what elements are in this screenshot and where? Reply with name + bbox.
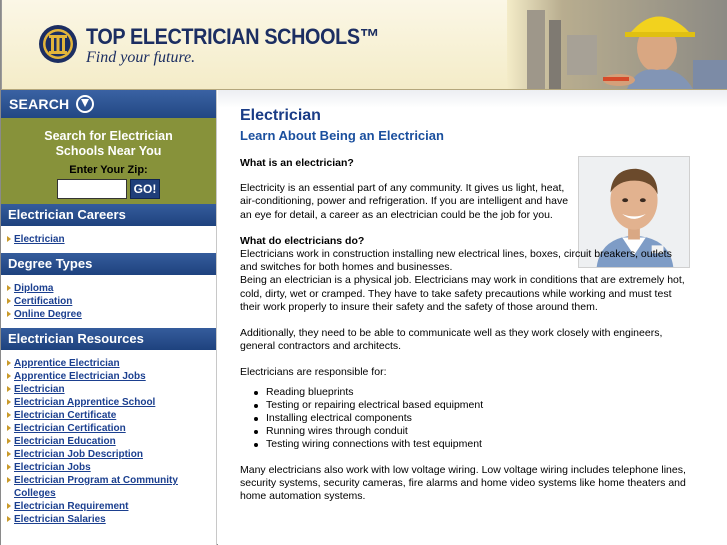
bullet-arrow-icon (7, 425, 11, 431)
list-item (7, 409, 216, 422)
paragraph: Being an electrician is a physical job. Electricians may work in conditions that are extremely hot, cold, dirty, wet or cramped. They have to take safety precautions while working and must test their work properly to insure their safety and the safety of those around them. (240, 274, 685, 313)
list-item (7, 282, 216, 295)
list-item: Reading blueprints (266, 386, 692, 399)
header-electrician-photo (507, 0, 727, 89)
paragraph: Electricity is an essential part of any community. It gives us light, heat, air-conditioning, power and refrigeration. If you are intelligent and have an eye for detail, a career as an electrician could be the job for you. (240, 182, 569, 221)
list-item (7, 461, 216, 474)
question-heading: What do electricians do? (240, 234, 365, 247)
list-item (7, 513, 216, 526)
search-header (1, 90, 216, 118)
search-title-line1: Search for Electrician (44, 129, 173, 143)
bullet-arrow-icon (7, 373, 11, 379)
list-item: Installing electrical components (266, 412, 692, 425)
degrees-list (1, 275, 216, 328)
bullet-arrow-icon (7, 386, 11, 392)
resource-link[interactable]: Electrician Education (14, 436, 116, 447)
list-item-continuation (7, 487, 216, 500)
resource-link[interactable]: Electrician Jobs (14, 462, 91, 473)
search-title-line2: Schools Near You (55, 144, 162, 158)
main-content (218, 90, 727, 545)
search-header-label: SEARCH (9, 96, 70, 112)
list-item (7, 435, 216, 448)
bullet-arrow-icon (7, 477, 11, 483)
bullet-arrow-icon (7, 236, 11, 242)
bullet-arrow-icon (7, 464, 11, 470)
bullet-arrow-icon (7, 451, 11, 457)
article-body (240, 157, 692, 503)
page-title: Electrician (240, 107, 321, 124)
resource-link[interactable]: Electrician Job Description (14, 449, 143, 460)
site-header (1, 0, 727, 90)
list-item (7, 233, 216, 246)
list-item (7, 396, 216, 409)
bullet-arrow-icon (7, 285, 11, 291)
degree-link-certification[interactable]: Certification (14, 296, 73, 307)
bullet-arrow-icon (7, 412, 11, 418)
responsibilities-list (240, 386, 692, 452)
list-item (7, 474, 216, 487)
resources-list (1, 350, 216, 533)
paragraph: Additionally, they need to be able to communicate well as they work closely with engineers, general contractors and architects. (240, 327, 663, 353)
page-subtitle: Learn About Being an Electrician (240, 128, 444, 143)
list-item (7, 448, 216, 461)
careers-list (1, 226, 216, 253)
bullet-arrow-icon (7, 516, 11, 522)
list-item (7, 357, 216, 370)
bullet-arrow-icon (7, 360, 11, 366)
list-item: Testing or repairing electrical based equipment (266, 399, 692, 412)
resources-header: Electrician Resources (1, 328, 216, 350)
resource-link[interactable]: Electrician Apprentice School (14, 397, 156, 408)
bullet-arrow-icon (7, 503, 11, 509)
list-item (7, 500, 216, 513)
arrow-down-circle-icon (76, 95, 94, 113)
paragraph: Many electricians also work with low voltage wiring. Low voltage wiring includes telephone lines, security systems, security cameras, fire alarms and home video systems like home theaters and home automation systems. (240, 463, 686, 503)
resource-link[interactable]: Apprentice Electrician Jobs (14, 371, 146, 382)
resource-link[interactable]: Colleges (14, 488, 56, 499)
go-button[interactable]: GO! (130, 179, 160, 199)
search-box (1, 118, 216, 204)
list-item (7, 370, 216, 383)
list-item (7, 422, 216, 435)
brand[interactable] (86, 24, 412, 67)
list-item (7, 295, 216, 308)
bullet-arrow-icon (7, 311, 11, 317)
bullet-arrow-icon (7, 399, 11, 405)
careers-header: Electrician Careers (1, 204, 216, 226)
careers-link-electrician[interactable]: Electrician (14, 234, 65, 245)
resource-link[interactable]: Electrician Salaries (14, 514, 106, 525)
degree-link-online[interactable]: Online Degree (14, 309, 82, 320)
list-item: Running wires through conduit (266, 425, 692, 438)
degree-link-diploma[interactable]: Diploma (14, 283, 54, 294)
zip-row (1, 179, 216, 199)
column-logo-icon[interactable] (38, 24, 78, 64)
resource-link[interactable]: Electrician Certificate (14, 410, 117, 421)
sidebar (1, 90, 217, 545)
zip-label: Enter Your Zip: (69, 164, 148, 176)
question-heading: What is an electrician? (240, 157, 354, 169)
resource-link[interactable]: Electrician Certification (14, 423, 126, 434)
resource-link[interactable]: Electrician Requirement (14, 501, 129, 512)
bullet-arrow-icon (7, 438, 11, 444)
list-item: Testing wiring connections with test equipment (266, 438, 692, 451)
resource-link[interactable]: Electrician Program at Community (14, 475, 178, 486)
brand-tagline: Find your future. (86, 49, 196, 66)
resource-link[interactable]: Electrician (14, 384, 65, 395)
bullet-arrow-icon (7, 298, 11, 304)
list-item (7, 383, 216, 396)
zip-input[interactable] (57, 179, 127, 199)
degrees-header: Degree Types (1, 253, 216, 275)
paragraph: Electricians are responsible for: (240, 366, 387, 379)
brand-name: TOP ELECTRICIAN SCHOOLS™ (86, 24, 380, 49)
paragraph: Electricians work in construction installing new electrical lines, boxes, circuit breakers, outlets and switches for both homes and businesses. (240, 248, 672, 274)
resource-link[interactable]: Apprentice Electrician (14, 358, 120, 369)
list-item (7, 308, 216, 321)
